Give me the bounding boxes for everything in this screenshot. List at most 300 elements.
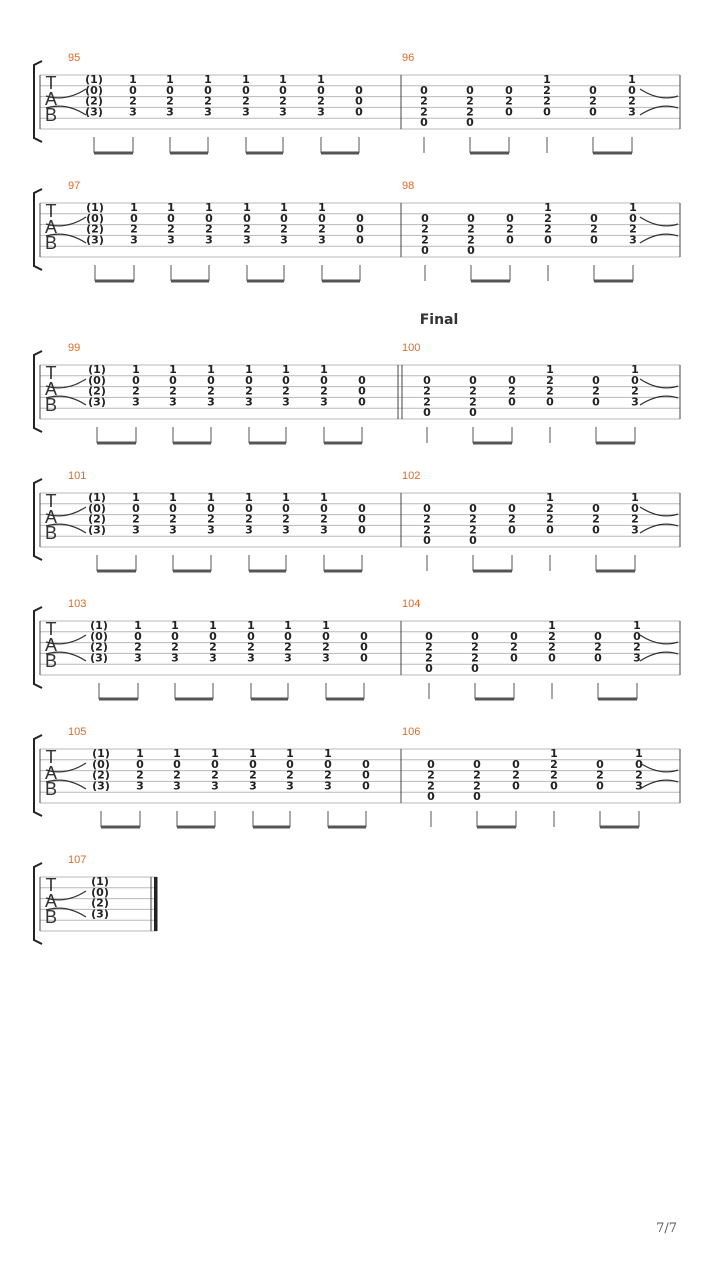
fret-number: 2 bbox=[423, 523, 431, 537]
fret-number: 0 bbox=[129, 83, 137, 97]
measure-number: 107 bbox=[68, 854, 87, 866]
final-barline-thick bbox=[154, 877, 158, 931]
fret-number: 0 bbox=[421, 244, 429, 258]
fret-number: (2) bbox=[91, 896, 109, 910]
measure-number: 97 bbox=[68, 180, 81, 192]
fret-number: 3 bbox=[245, 523, 253, 537]
clef-letter-b: B bbox=[44, 395, 58, 415]
fret-number: 1 bbox=[631, 491, 639, 504]
fret-number: 0 bbox=[284, 629, 292, 643]
fret-number: 0 bbox=[211, 757, 219, 771]
fret-number: 0 bbox=[245, 373, 253, 387]
fret-number: 0 bbox=[510, 629, 518, 643]
system-bracket bbox=[34, 61, 42, 142]
fret-number: 2 bbox=[421, 233, 429, 247]
fret-number: 3 bbox=[204, 105, 212, 119]
system-bracket bbox=[34, 607, 42, 688]
fret-number: 0 bbox=[471, 629, 479, 643]
fret-number: 1 bbox=[132, 363, 140, 376]
fret-number: 2 bbox=[469, 384, 477, 398]
system-bracket bbox=[34, 351, 42, 432]
fret-number: 3 bbox=[318, 233, 326, 247]
fret-number: 1 bbox=[631, 363, 639, 376]
fret-number: 0 bbox=[355, 83, 363, 97]
fret-number: 2 bbox=[544, 222, 552, 236]
tie-arcs-end bbox=[640, 217, 678, 243]
fret-number: 0 bbox=[360, 651, 368, 665]
fret-number: 1 bbox=[245, 363, 253, 376]
fret-number: 2 bbox=[320, 512, 328, 526]
fret-number: 0 bbox=[245, 501, 253, 515]
fret-number: (1) bbox=[90, 619, 108, 632]
fret-number: 0 bbox=[360, 629, 368, 643]
fret-number: 2 bbox=[544, 211, 552, 225]
clef-letter-t: T bbox=[45, 491, 57, 511]
fret-number: 2 bbox=[243, 222, 251, 236]
fret-number: 3 bbox=[167, 233, 175, 247]
fret-number: 0 bbox=[508, 523, 516, 537]
clef-letter-a: A bbox=[44, 635, 58, 655]
fret-number: 2 bbox=[592, 512, 600, 526]
fret-number: 0 bbox=[508, 501, 516, 515]
clef-letter-b: B bbox=[44, 105, 58, 125]
fret-number: 0 bbox=[592, 523, 600, 537]
fret-number: 3 bbox=[242, 105, 250, 119]
fret-number: 1 bbox=[282, 491, 290, 504]
tab-system bbox=[34, 470, 680, 571]
fret-number: (2) bbox=[90, 640, 108, 654]
fret-number: (2) bbox=[85, 94, 103, 108]
fret-number: 0 bbox=[207, 501, 215, 515]
tab-system bbox=[34, 52, 680, 153]
fret-number: 0 bbox=[592, 373, 600, 387]
fret-number: 2 bbox=[280, 222, 288, 236]
fret-number: 0 bbox=[590, 211, 598, 225]
measure-number: 101 bbox=[68, 470, 87, 482]
fret-number: 2 bbox=[548, 640, 556, 654]
fret-number: 0 bbox=[508, 373, 516, 387]
fret-number: 0 bbox=[629, 211, 637, 225]
fret-number: 0 bbox=[243, 211, 251, 225]
fret-number: 0 bbox=[594, 651, 602, 665]
fret-number: 2 bbox=[467, 222, 475, 236]
fret-number: 0 bbox=[282, 373, 290, 387]
fret-number: 3 bbox=[134, 651, 142, 665]
measure-number: 98 bbox=[402, 180, 415, 192]
fret-number: 0 bbox=[594, 629, 602, 643]
fret-number: 0 bbox=[550, 779, 558, 793]
fret-number: 3 bbox=[136, 779, 144, 793]
fret-number: 1 bbox=[544, 201, 552, 214]
fret-number: 2 bbox=[469, 523, 477, 537]
fret-number: 2 bbox=[420, 94, 428, 108]
fret-number: 2 bbox=[427, 768, 435, 782]
fret-number: 3 bbox=[132, 523, 140, 537]
fret-number: 0 bbox=[167, 211, 175, 225]
fret-number: 0 bbox=[421, 211, 429, 225]
fret-number: (3) bbox=[85, 105, 103, 119]
fret-number: 2 bbox=[596, 768, 604, 782]
fret-number: 0 bbox=[320, 501, 328, 515]
fret-number: 1 bbox=[546, 363, 554, 376]
fret-number: (3) bbox=[92, 779, 110, 793]
fret-number: 0 bbox=[466, 116, 474, 130]
fret-number: 2 bbox=[635, 768, 643, 782]
fret-number: (1) bbox=[91, 875, 109, 888]
fret-number: 0 bbox=[427, 790, 435, 804]
fret-number: (3) bbox=[86, 233, 104, 247]
fret-number: 0 bbox=[249, 757, 257, 771]
fret-number: 2 bbox=[467, 233, 475, 247]
fret-number: 2 bbox=[130, 222, 138, 236]
fret-number: 3 bbox=[171, 651, 179, 665]
clef-letter-t: T bbox=[45, 201, 57, 221]
fret-number: 2 bbox=[548, 629, 556, 643]
fret-number: 0 bbox=[471, 662, 479, 676]
tab-system bbox=[34, 312, 680, 443]
fret-number: 0 bbox=[355, 94, 363, 108]
fret-number: 1 bbox=[207, 491, 215, 504]
fret-number: 0 bbox=[358, 384, 366, 398]
fret-number: 2 bbox=[423, 395, 431, 409]
fret-number: 2 bbox=[546, 512, 554, 526]
measure-number: 103 bbox=[68, 598, 87, 610]
fret-number: 2 bbox=[249, 768, 257, 782]
fret-number: 1 bbox=[171, 619, 179, 632]
tab-system bbox=[34, 726, 680, 827]
fret-number: 0 bbox=[166, 83, 174, 97]
fret-number: 1 bbox=[169, 491, 177, 504]
fret-number: (0) bbox=[88, 501, 106, 515]
fret-number: (1) bbox=[88, 491, 106, 504]
system-bracket bbox=[34, 189, 42, 270]
fret-number: 1 bbox=[247, 619, 255, 632]
fret-number: 2 bbox=[466, 105, 474, 119]
fret-number: (3) bbox=[88, 523, 106, 537]
fret-number: 3 bbox=[207, 523, 215, 537]
fret-number: 1 bbox=[635, 747, 643, 760]
fret-number: 0 bbox=[423, 501, 431, 515]
fret-number: 2 bbox=[425, 651, 433, 665]
fret-number: 2 bbox=[589, 94, 597, 108]
clef-letter-a: A bbox=[44, 507, 58, 527]
fret-number: 2 bbox=[204, 94, 212, 108]
clef-letter-t: T bbox=[45, 363, 57, 383]
fret-number: 2 bbox=[282, 384, 290, 398]
fret-number: 2 bbox=[169, 512, 177, 526]
clef-letter-b: B bbox=[44, 651, 58, 671]
fret-number: 3 bbox=[633, 651, 641, 665]
fret-number: 0 bbox=[132, 501, 140, 515]
fret-number: 3 bbox=[280, 233, 288, 247]
fret-number: 2 bbox=[590, 222, 598, 236]
fret-number: 1 bbox=[629, 201, 637, 214]
page-number: 7/7 bbox=[656, 1221, 677, 1236]
fret-number: (0) bbox=[91, 885, 109, 899]
fret-number: 0 bbox=[592, 395, 600, 409]
fret-number: 0 bbox=[362, 768, 370, 782]
fret-number: (3) bbox=[88, 395, 106, 409]
fret-number: 0 bbox=[469, 373, 477, 387]
fret-number: 2 bbox=[320, 384, 328, 398]
fret-number: 3 bbox=[320, 395, 328, 409]
fret-number: 3 bbox=[129, 105, 137, 119]
fret-number: 0 bbox=[318, 211, 326, 225]
fret-number: 0 bbox=[280, 211, 288, 225]
clef-letter-b: B bbox=[44, 907, 58, 927]
fret-number: 1 bbox=[166, 73, 174, 86]
clef-letter-t: T bbox=[45, 619, 57, 639]
fret-number: 0 bbox=[358, 373, 366, 387]
fret-number: 1 bbox=[282, 363, 290, 376]
fret-number: 1 bbox=[279, 73, 287, 86]
fret-number: 3 bbox=[322, 651, 330, 665]
fret-number: 2 bbox=[512, 768, 520, 782]
clef-letter-a: A bbox=[44, 379, 58, 399]
fret-number: 1 bbox=[628, 73, 636, 86]
fret-number: 0 bbox=[132, 373, 140, 387]
fret-number: 0 bbox=[247, 629, 255, 643]
fret-number: 2 bbox=[129, 94, 137, 108]
fret-number: 2 bbox=[211, 768, 219, 782]
fret-number: 3 bbox=[207, 395, 215, 409]
fret-number: 0 bbox=[358, 523, 366, 537]
fret-number: (2) bbox=[88, 512, 106, 526]
fret-number: 2 bbox=[425, 640, 433, 654]
fret-number: 1 bbox=[242, 73, 250, 86]
fret-number: 1 bbox=[173, 747, 181, 760]
fret-number: 1 bbox=[134, 619, 142, 632]
system-bracket bbox=[34, 479, 42, 560]
tie-arcs-end bbox=[640, 89, 678, 115]
fret-number: 0 bbox=[425, 662, 433, 676]
fret-number: 2 bbox=[169, 384, 177, 398]
fret-number: (0) bbox=[88, 373, 106, 387]
fret-number: 2 bbox=[471, 651, 479, 665]
measure-number: 95 bbox=[68, 52, 81, 64]
fret-number: 0 bbox=[209, 629, 217, 643]
fret-number: 2 bbox=[242, 94, 250, 108]
fret-number: 2 bbox=[423, 384, 431, 398]
fret-number: 3 bbox=[130, 233, 138, 247]
clef-letter-b: B bbox=[44, 233, 58, 253]
fret-number: 2 bbox=[508, 512, 516, 526]
fret-number: 2 bbox=[546, 373, 554, 387]
fret-number: 3 bbox=[635, 779, 643, 793]
fret-number: 2 bbox=[167, 222, 175, 236]
fret-number: 2 bbox=[166, 94, 174, 108]
fret-number: 2 bbox=[324, 768, 332, 782]
fret-number: 2 bbox=[171, 640, 179, 654]
fret-number: 2 bbox=[546, 501, 554, 515]
fret-number: 0 bbox=[134, 629, 142, 643]
fret-number: 0 bbox=[356, 233, 364, 247]
fret-number: 0 bbox=[355, 105, 363, 119]
fret-number: (2) bbox=[92, 768, 110, 782]
fret-number: 2 bbox=[546, 384, 554, 398]
fret-number: 2 bbox=[423, 512, 431, 526]
fret-number: 0 bbox=[546, 395, 554, 409]
clef-letter-a: A bbox=[44, 891, 58, 911]
clef-letter-b: B bbox=[44, 779, 58, 799]
fret-number: 2 bbox=[317, 94, 325, 108]
fret-number: 1 bbox=[543, 73, 551, 86]
fret-number: (1) bbox=[85, 73, 103, 86]
fret-number: 3 bbox=[173, 779, 181, 793]
fret-number: 0 bbox=[546, 523, 554, 537]
fret-number: 2 bbox=[279, 94, 287, 108]
fret-number: 0 bbox=[322, 629, 330, 643]
fret-number: 1 bbox=[286, 747, 294, 760]
clef-letter-t: T bbox=[45, 747, 57, 767]
fret-number: 1 bbox=[130, 201, 138, 214]
fret-number: 0 bbox=[469, 501, 477, 515]
section-label: Final bbox=[419, 312, 459, 328]
fret-number: 2 bbox=[207, 512, 215, 526]
fret-number: 2 bbox=[284, 640, 292, 654]
fret-number: 2 bbox=[132, 512, 140, 526]
fret-number: 0 bbox=[360, 640, 368, 654]
tie-arcs-end bbox=[640, 507, 678, 533]
fret-number: 1 bbox=[211, 747, 219, 760]
fret-number: 1 bbox=[546, 491, 554, 504]
fret-number: 1 bbox=[550, 747, 558, 760]
fret-number: 2 bbox=[421, 222, 429, 236]
system-bracket bbox=[34, 735, 42, 816]
fret-number: 3 bbox=[209, 651, 217, 665]
fret-number: 3 bbox=[631, 523, 639, 537]
fret-number: 0 bbox=[473, 757, 481, 771]
clef-letter-b: B bbox=[44, 523, 58, 543]
fret-number: 1 bbox=[249, 747, 257, 760]
fret-number: 2 bbox=[592, 384, 600, 398]
fret-number: 2 bbox=[245, 512, 253, 526]
fret-number: 2 bbox=[629, 222, 637, 236]
clef-letter-a: A bbox=[44, 217, 58, 237]
fret-number: 2 bbox=[550, 768, 558, 782]
fret-number: 1 bbox=[320, 363, 328, 376]
fret-number: 0 bbox=[635, 757, 643, 771]
fret-number: 0 bbox=[467, 211, 475, 225]
fret-number: 0 bbox=[173, 757, 181, 771]
fret-number: 1 bbox=[324, 747, 332, 760]
fret-number: 2 bbox=[427, 779, 435, 793]
fret-number: 2 bbox=[420, 105, 428, 119]
fret-number: 0 bbox=[207, 373, 215, 387]
fret-number: 0 bbox=[505, 83, 513, 97]
fret-number: 0 bbox=[505, 105, 513, 119]
fret-number: 0 bbox=[362, 779, 370, 793]
measure-number: 100 bbox=[402, 342, 421, 354]
fret-number: 2 bbox=[207, 384, 215, 398]
fret-number: 2 bbox=[134, 640, 142, 654]
fret-number: 2 bbox=[247, 640, 255, 654]
fret-number: 3 bbox=[282, 523, 290, 537]
fret-number: 3 bbox=[132, 395, 140, 409]
fret-number: 3 bbox=[243, 233, 251, 247]
fret-number: 3 bbox=[629, 233, 637, 247]
fret-number: 0 bbox=[204, 83, 212, 97]
fret-number: 2 bbox=[633, 640, 641, 654]
fret-number: 1 bbox=[204, 73, 212, 86]
fret-number: (0) bbox=[90, 629, 108, 643]
measure-number: 99 bbox=[68, 342, 81, 354]
fret-number: 0 bbox=[469, 406, 477, 420]
clef-letter-a: A bbox=[44, 89, 58, 109]
fret-number: 1 bbox=[207, 363, 215, 376]
clef-letter-a: A bbox=[44, 763, 58, 783]
fret-number: 0 bbox=[205, 211, 213, 225]
fret-number: 3 bbox=[169, 523, 177, 537]
measure-number: 96 bbox=[402, 52, 415, 64]
fret-number: 2 bbox=[506, 222, 514, 236]
fret-number: 0 bbox=[169, 373, 177, 387]
fret-number: 0 bbox=[362, 757, 370, 771]
fret-number: 0 bbox=[320, 373, 328, 387]
fret-number: 0 bbox=[508, 395, 516, 409]
fret-number: 2 bbox=[469, 395, 477, 409]
fret-number: 3 bbox=[628, 105, 636, 119]
fret-number: 3 bbox=[245, 395, 253, 409]
fret-number: 0 bbox=[130, 211, 138, 225]
fret-number: 0 bbox=[631, 373, 639, 387]
fret-number: 0 bbox=[358, 512, 366, 526]
fret-number: 0 bbox=[631, 501, 639, 515]
fret-number: 0 bbox=[171, 629, 179, 643]
tie-arcs-end bbox=[640, 379, 678, 405]
fret-number: 1 bbox=[284, 619, 292, 632]
fret-number: 1 bbox=[243, 201, 251, 214]
fret-number: 3 bbox=[320, 523, 328, 537]
fret-number: (1) bbox=[86, 201, 104, 214]
fret-number: 0 bbox=[589, 105, 597, 119]
fret-number: (0) bbox=[92, 757, 110, 771]
measure-number: 105 bbox=[68, 726, 87, 738]
tab-system bbox=[34, 180, 680, 281]
fret-number: 1 bbox=[320, 491, 328, 504]
fret-number: 2 bbox=[543, 83, 551, 97]
fret-number: 1 bbox=[169, 363, 177, 376]
fret-number: 2 bbox=[282, 512, 290, 526]
fret-number: 2 bbox=[245, 384, 253, 398]
fret-number: 0 bbox=[242, 83, 250, 97]
fret-number: (1) bbox=[92, 747, 110, 760]
fret-number: 0 bbox=[423, 406, 431, 420]
fret-number: 2 bbox=[471, 640, 479, 654]
fret-number: 3 bbox=[205, 233, 213, 247]
fret-number: 0 bbox=[544, 233, 552, 247]
fret-number: 2 bbox=[473, 779, 481, 793]
fret-number: 0 bbox=[466, 83, 474, 97]
fret-number: 2 bbox=[173, 768, 181, 782]
fret-number: 0 bbox=[356, 211, 364, 225]
fret-number: (1) bbox=[88, 363, 106, 376]
fret-number: 2 bbox=[466, 94, 474, 108]
fret-number: 1 bbox=[317, 73, 325, 86]
fret-number: 0 bbox=[506, 233, 514, 247]
fret-number: 0 bbox=[512, 779, 520, 793]
fret-number: 0 bbox=[317, 83, 325, 97]
fret-number: 2 bbox=[469, 512, 477, 526]
fret-number: 0 bbox=[473, 790, 481, 804]
tab-system bbox=[34, 854, 158, 944]
fret-number: 1 bbox=[548, 619, 556, 632]
fret-number: 2 bbox=[505, 94, 513, 108]
fret-number: 3 bbox=[211, 779, 219, 793]
fret-number: 0 bbox=[286, 757, 294, 771]
fret-number: 1 bbox=[209, 619, 217, 632]
fret-number: 0 bbox=[543, 105, 551, 119]
